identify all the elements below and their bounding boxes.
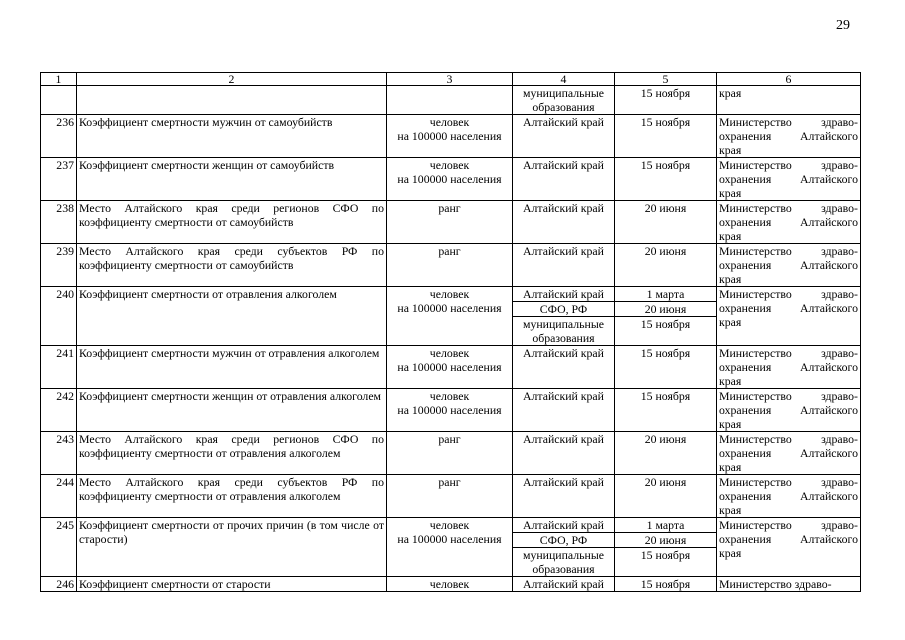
- table-row: [41, 244, 861, 287]
- unit-line: человек: [429, 518, 470, 532]
- unit-cell: [387, 115, 513, 158]
- responsible-line: края: [719, 229, 742, 243]
- responsible-line: Министерство здраво-: [719, 518, 858, 532]
- table-row: [41, 577, 861, 592]
- responsible-cell: [717, 158, 861, 201]
- indicator-cell: Место Алтайского края среди регионов СФО по коэффициенту смертности от самоубийств: [77, 201, 387, 244]
- territory-cell: Алтайский край: [513, 432, 615, 475]
- unit-line: ранг: [438, 201, 461, 215]
- indicators-table: [40, 72, 861, 592]
- responsible-line: охранения Алтайского: [719, 403, 858, 417]
- indicator-cell: Коэффициент смертности мужчин от самоубийств: [77, 115, 387, 158]
- unit-cell: [387, 158, 513, 201]
- unit-line: на 100000 населения: [397, 532, 502, 546]
- responsible-line: Министерство здраво-: [719, 577, 832, 591]
- row-number: 241: [41, 346, 77, 389]
- territory-cell: Алтайский край: [513, 201, 615, 244]
- unit-cell: [387, 475, 513, 518]
- unit-line: на 100000 населения: [397, 360, 502, 374]
- indicator-cell: Коэффициент смертности женщин от самоубийств: [77, 158, 387, 201]
- responsible-line: края: [719, 460, 742, 474]
- header-col-4: 4: [513, 73, 615, 86]
- territory-cell: Алтайский край: [513, 346, 615, 389]
- term-cell: 15 ноября: [615, 317, 717, 346]
- responsible-line: Министерство здраво-: [719, 244, 858, 258]
- table-row: [41, 115, 861, 158]
- responsible-line: Министерство здраво-: [719, 432, 858, 446]
- unit-line: на 100000 населения: [397, 129, 502, 143]
- term-cell: 20 июня: [615, 432, 717, 475]
- row-number: 246: [41, 577, 77, 592]
- territory-cell: СФО, РФ: [513, 533, 615, 548]
- term-cell: 20 июня: [615, 475, 717, 518]
- unit-cell: [387, 577, 513, 592]
- responsible-cell: края: [717, 86, 861, 115]
- table-row: [41, 475, 861, 518]
- responsible-cell: [717, 577, 861, 592]
- term-cell: 20 июня: [615, 533, 717, 548]
- responsible-line: Министерство здраво-: [719, 475, 858, 489]
- unit-line: на 100000 населения: [397, 301, 502, 315]
- responsible-line: Министерство здраво-: [719, 346, 858, 360]
- territory-cell: муниципальные образования: [513, 548, 615, 577]
- responsible-cell: [717, 115, 861, 158]
- responsible-line: края: [719, 315, 742, 329]
- unit-cell: [387, 244, 513, 287]
- term-cell: 15 ноября: [615, 158, 717, 201]
- row-number: 239: [41, 244, 77, 287]
- table-row: [41, 201, 861, 244]
- territory-cell: Алтайский край: [513, 475, 615, 518]
- unit-line: человек: [429, 346, 470, 360]
- term-cell: 15 ноября: [615, 548, 717, 577]
- territory-cell: Алтайский край: [513, 389, 615, 432]
- row-number: 245: [41, 518, 77, 577]
- responsible-line: охранения Алтайского: [719, 301, 858, 315]
- responsible-cell: [717, 346, 861, 389]
- responsible-line: края: [719, 272, 742, 286]
- table-row: [41, 346, 861, 389]
- table-row: [41, 518, 861, 533]
- term-cell: 20 июня: [615, 302, 717, 317]
- responsible-line: Министерство здраво-: [719, 158, 858, 172]
- table-row: [41, 389, 861, 432]
- term-cell: 1 марта: [615, 287, 717, 302]
- responsible-line: края: [719, 186, 742, 200]
- responsible-line: края: [719, 503, 742, 517]
- unit-cell: [387, 86, 513, 115]
- responsible-line: края: [719, 417, 742, 431]
- indicator-cell: Место Алтайского края среди субъектов РФ по коэффициенту смертности от самоубийств: [77, 244, 387, 287]
- indicator-cell: Коэффициент смертности от отравления алкоголем: [77, 287, 387, 346]
- indicator-cell: Коэффициент смертности от старости: [77, 577, 387, 592]
- unit-line: человек: [429, 158, 470, 172]
- territory-cell: муниципальные образования: [513, 317, 615, 346]
- table-body: [41, 73, 861, 592]
- unit-cell: [387, 518, 513, 577]
- unit-line: на 100000 населения: [397, 172, 502, 186]
- header-col-5: 5: [615, 73, 717, 86]
- unit-line: человек: [429, 389, 470, 403]
- unit-line: ранг: [438, 244, 461, 258]
- row-number: 238: [41, 201, 77, 244]
- responsible-line: Министерство здраво-: [719, 115, 858, 129]
- responsible-cell: [717, 389, 861, 432]
- responsible-line: края: [719, 546, 742, 560]
- row-number: 240: [41, 287, 77, 346]
- indicator-cell: Коэффициент смертности от прочих причин (в том числе от старости): [77, 518, 387, 577]
- responsible-line: охранения Алтайского: [719, 215, 858, 229]
- term-cell: 15 ноября: [615, 389, 717, 432]
- responsible-cell: [717, 518, 861, 577]
- row-number: 236: [41, 115, 77, 158]
- unit-cell: [387, 287, 513, 346]
- responsible-line: края: [719, 374, 742, 388]
- territory-cell: Алтайский край: [513, 287, 615, 302]
- responsible-line: Министерство здраво-: [719, 201, 858, 215]
- responsible-cell: [717, 244, 861, 287]
- territory-cell: Алтайский край: [513, 115, 615, 158]
- page-number: 29: [836, 18, 850, 33]
- responsible-cell: [717, 475, 861, 518]
- responsible-line: Министерство здраво-: [719, 389, 858, 403]
- responsible-cell: [717, 287, 861, 346]
- territory-cell: СФО, РФ: [513, 302, 615, 317]
- unit-line: человек: [429, 287, 470, 301]
- term-cell: 1 марта: [615, 518, 717, 533]
- unit-line: ранг: [438, 475, 461, 489]
- responsible-cell: [717, 201, 861, 244]
- unit-line: человек: [429, 577, 470, 591]
- responsible-line: охранения Алтайского: [719, 489, 858, 503]
- indicator-cell: Коэффициент смертности мужчин от отравления алкоголем: [77, 346, 387, 389]
- unit-cell: [387, 201, 513, 244]
- territory-cell: Алтайский край: [513, 158, 615, 201]
- responsible-line: охранения Алтайского: [719, 172, 858, 186]
- continuation-row: [41, 86, 861, 115]
- indicator-cell: [77, 86, 387, 115]
- header-col-6: 6: [717, 73, 861, 86]
- territory-cell: Алтайский край: [513, 244, 615, 287]
- row-number: 243: [41, 432, 77, 475]
- table-row: [41, 432, 861, 475]
- table-row: [41, 158, 861, 201]
- row-number: 242: [41, 389, 77, 432]
- indicator-cell: Место Алтайского края среди субъектов РФ по коэффициенту смертности от отравления алкоголем: [77, 475, 387, 518]
- header-col-3: 3: [387, 73, 513, 86]
- unit-cell: [387, 389, 513, 432]
- unit-line: человек: [429, 115, 470, 129]
- row-number: 244: [41, 475, 77, 518]
- responsible-cell: [717, 432, 861, 475]
- responsible-line: охранения Алтайского: [719, 360, 858, 374]
- indicator-cell: Коэффициент смертности женщин от отравления алкоголем: [77, 389, 387, 432]
- table-row: [41, 287, 861, 302]
- unit-line: на 100000 населения: [397, 403, 502, 417]
- term-cell: 15 ноября: [615, 86, 717, 115]
- responsible-line: края: [719, 143, 742, 157]
- unit-cell: [387, 432, 513, 475]
- term-cell: 15 ноября: [615, 346, 717, 389]
- responsible-line: охранения Алтайского: [719, 446, 858, 460]
- header-row: [41, 73, 861, 86]
- responsible-line: охранения Алтайского: [719, 258, 858, 272]
- unit-cell: [387, 346, 513, 389]
- row-number: 237: [41, 158, 77, 201]
- header-col-1: 1: [41, 73, 77, 86]
- term-cell: 15 ноября: [615, 115, 717, 158]
- territory-cell: Алтайский край: [513, 518, 615, 533]
- term-cell: 20 июня: [615, 201, 717, 244]
- header-col-2: 2: [77, 73, 387, 86]
- term-cell: 20 июня: [615, 244, 717, 287]
- territory-cell: Алтайский край: [513, 577, 615, 592]
- responsible-line: охранения Алтайского: [719, 532, 858, 546]
- row-number: [41, 86, 77, 115]
- territory-cell: муниципальные образования: [513, 86, 615, 115]
- indicator-cell: Место Алтайского края среди регионов СФО по коэффициенту смертности от отравления алкоголем: [77, 432, 387, 475]
- term-cell: 15 ноября: [615, 577, 717, 592]
- responsible-line: Министерство здраво-: [719, 287, 858, 301]
- unit-line: ранг: [438, 432, 461, 446]
- responsible-line: охранения Алтайского: [719, 129, 858, 143]
